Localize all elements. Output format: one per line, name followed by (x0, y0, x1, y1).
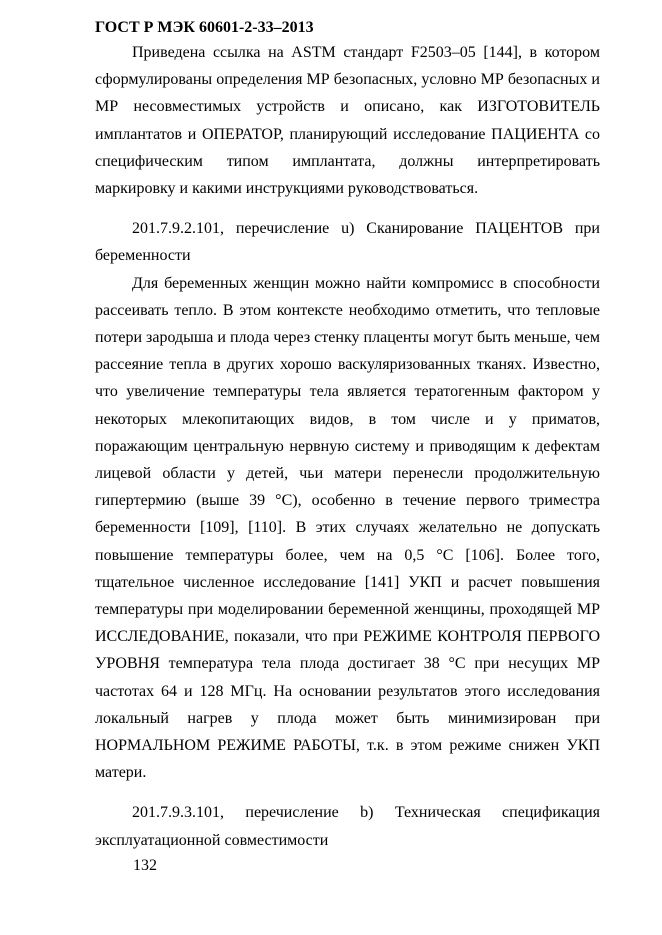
section-heading-201-7-9-3-101: 201.7.9.3.101, перечисление b) Техническая спецификация эксплуатационной совместимости (95, 804, 600, 849)
document-header: ГОСТ Р МЭК 60601-2-33–2013 (95, 19, 314, 36)
document-body (95, 39, 600, 854)
paragraph-pregnancy-scanning: Для беременных женщин можно найти компромисс в способности рассеивать тепло. В этом контексте необходимо отметить, что тепловые потери зародыша и плода через стенку плаценты могут быть меньше, чем рассеяние тепла в других хорошо васкуляризованных тканях. Известно, что увеличение температуры тела является тератогенным фактором у некоторых млекопитающих видов, в том числе и у приматов, поражающим центральную нервную систему и приводящим к дефектам лицевой области у детей, чьи матери перенесли продолжительную гипертермию (выше 39 °С), особенно в течение первого триместра беременности [109], [110]. В этих случаях желательно не допускать повышение температуры более, чем на 0,5 °С [106]. Более того, тщательное численное исследование [141] УКП и расчет повышения температуры при моделировании беременной женщины, проходящей МР ИССЛЕДОВАНИЕ, показали, что при РЕЖИМЕ КОНТРОЛЯ ПЕРВОГО УРОВНЯ температура тела плода достигает 38 °С при несущих МР частотах 64 и 128 МГц. На основании результатов этого исследования локальный нагрев у плода может быть минимизирован при НОРМАЛЬНОМ РЕЖИМЕ РАБОТЫ, т.к. в этом режиме снижен УКП матери. (95, 274, 600, 782)
section-heading-201-7-9-2-101: 201.7.9.2.101, перечисление u) Сканирование ПАЦЕНТОВ при беременности (95, 220, 600, 265)
page-number: 132 (133, 857, 157, 874)
paragraph-astm-reference: Приведена ссылка на ASTM стандарт F2503–05 [144], в котором сформулированы определения МР безопасных, условно МР безопасных и МР несовместимых устройств и описано, как ИЗГОТОВИТЕЛЬ имплантатов и ОПЕРАТОР, планирующий исследование ПАЦИЕНТА со специфическим типом имплантата, должны интерпретировать маркировку и какими инструкциями руководствоваться. (95, 44, 600, 198)
